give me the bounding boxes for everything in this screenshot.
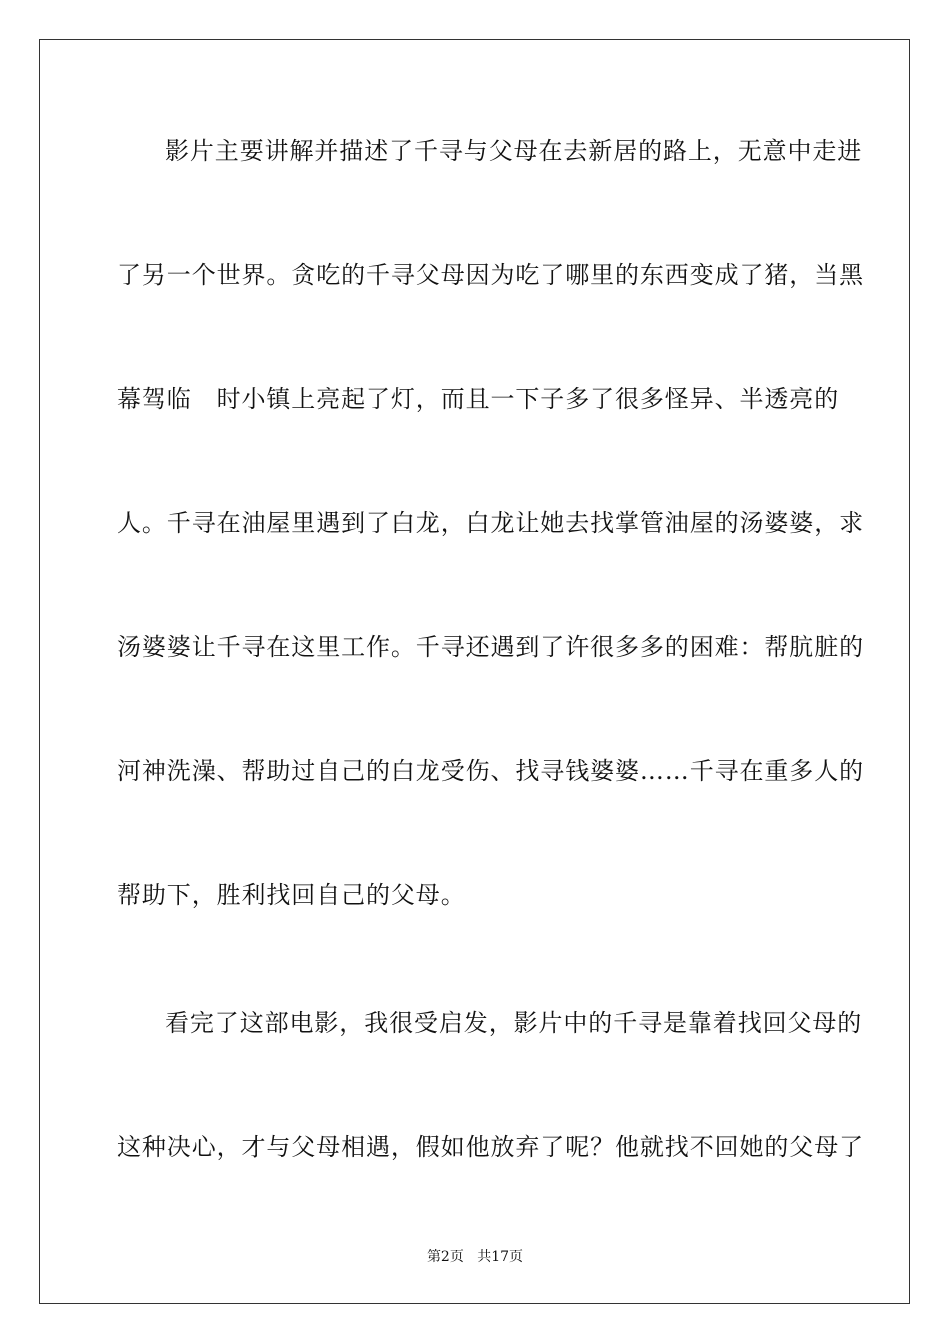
paragraph-line: 幕驾临 时小镇上亮起了灯，而且一下子多了很多怪异、半透亮的 <box>117 385 840 413</box>
page-frame <box>39 39 910 1304</box>
paragraph-line: 汤婆婆让千寻在这里工作。千寻还遇到了许很多多的困难：帮肮脏的 <box>117 633 864 661</box>
page-number: 第2页 <box>426 1249 464 1265</box>
paragraph-line: 这种决心，才与父母相遇，假如他放弃了呢？他就找不回她的父母了 <box>117 1133 864 1161</box>
paragraph-line: 影片主要讲解并描述了千寻与父母在去新居的路上，无意中走进 <box>165 137 863 165</box>
paragraph-line: 帮助下，胜利找回自己的父母。 <box>117 881 466 909</box>
paragraph-line: 河神洗澡、帮助过自己的白龙受伤、找寻钱婆婆……千寻在重多人的 <box>117 757 864 785</box>
page-total: 共17页 <box>477 1249 524 1265</box>
page-footer <box>0 1248 950 1266</box>
paragraph-line: 人。千寻在油屋里遇到了白龙，白龙让她去找掌管油屋的汤婆婆，求 <box>117 509 864 537</box>
paragraph-line: 看完了这部电影，我很受启发，影片中的千寻是靠着找回父母的 <box>165 1009 863 1037</box>
paragraph-line: 了另一个世界。贪吃的千寻父母因为吃了哪里的东西变成了猪，当黑 <box>117 261 864 289</box>
